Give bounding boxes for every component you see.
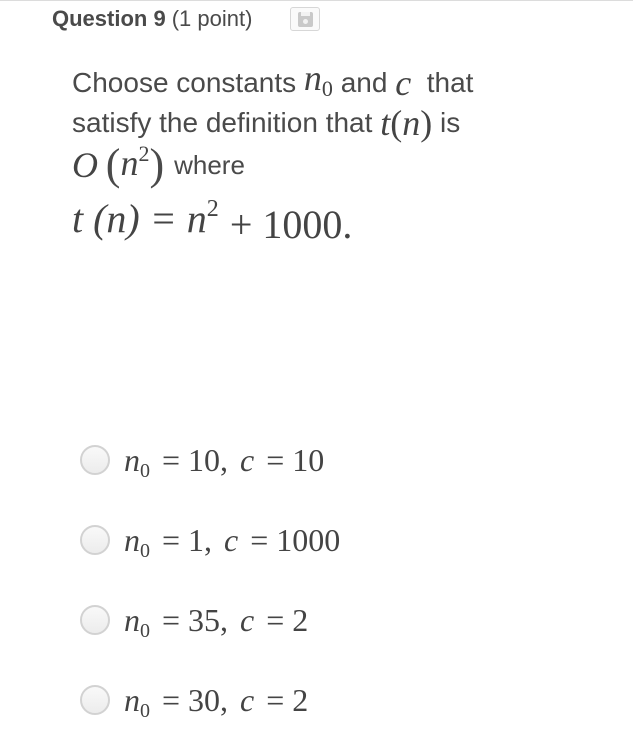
var-n-arg: n [402, 103, 421, 143]
equation-rhs: + 1000. [229, 202, 353, 247]
open-paren-big: ( [105, 140, 121, 189]
equation-lhs: t $(n) = n^2$ [72, 196, 219, 241]
prompt-text-choose: Choose constants [72, 67, 297, 98]
radio-button[interactable] [80, 445, 110, 475]
var-n: n0 [303, 58, 333, 101]
option-3[interactable] [80, 580, 580, 660]
var-n-squared: $n^2$ [120, 140, 150, 183]
question-header [52, 5, 320, 33]
prompt-text-where: where [174, 150, 245, 180]
option-2[interactable] [80, 500, 580, 580]
prompt-line-1 [72, 58, 572, 103]
top-divider [0, 0, 633, 1]
close-paren-big: ) [149, 140, 165, 189]
prompt-text-satisfy: satisfy the definition that [72, 107, 373, 138]
prompt-line-2 [72, 102, 572, 142]
question-points: (1 point) [171, 6, 253, 31]
prompt-line-3 [72, 142, 572, 188]
prompt-text-that: that [426, 67, 474, 98]
close-paren: ) [420, 103, 433, 143]
option-4[interactable] [80, 660, 580, 740]
option-label: n0 = 35, c = 2 [124, 601, 309, 642]
radio-button[interactable] [80, 605, 110, 635]
var-t: t [380, 103, 391, 143]
open-paren: ( [390, 103, 403, 143]
radio-button[interactable] [80, 525, 110, 555]
disk-icon [298, 12, 313, 27]
radio-button[interactable] [80, 685, 110, 715]
var-c: c [395, 63, 412, 103]
option-label: n0 = 30, c = 2 [124, 681, 309, 722]
option-label: n0 = 10, c = 10 [124, 441, 325, 482]
answer-options [80, 420, 580, 740]
prompt-text-and: and [340, 67, 388, 98]
question-prompt [72, 58, 572, 247]
save-button[interactable] [290, 7, 320, 31]
equation-line [72, 192, 572, 247]
prompt-text-is: is [439, 107, 461, 138]
big-o: O [72, 145, 98, 185]
option-1[interactable] [80, 420, 580, 500]
option-label: n0 = 1, c = 1000 [124, 521, 341, 562]
question-label: Question 9 [52, 6, 166, 31]
